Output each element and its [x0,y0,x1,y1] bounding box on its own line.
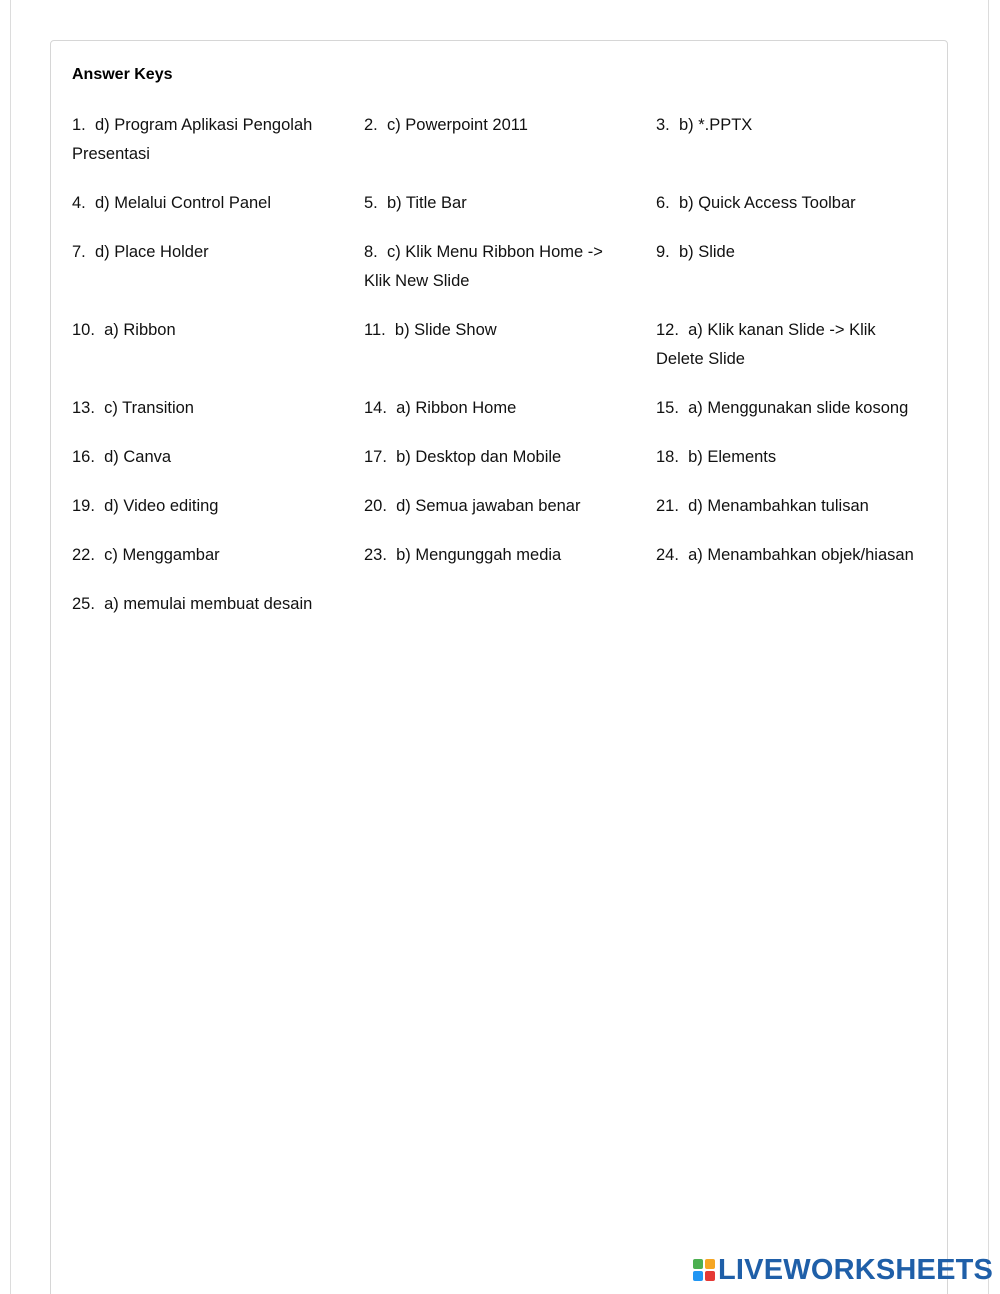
answer-item-1 [72,111,327,169]
answer-number: 16. [72,448,95,466]
logo-square-orange [705,1259,715,1269]
answer-text: c) Powerpoint 2011 [386,116,528,134]
page-border-left [10,0,11,1294]
answer-item-5 [364,189,634,218]
answer-item-12 [656,316,896,374]
answer-number: 4. [72,194,86,212]
answer-text: d) Menambahkan tulisan [688,497,869,515]
answer-item-22 [72,541,342,570]
answer-text: a) Ribbon Home [396,399,517,417]
answer-text: a) memulai membuat desain [104,595,313,613]
answer-item-14 [364,394,634,423]
answer-item-15 [656,394,941,423]
answer-text: a) Ribbon [104,321,176,339]
answer-item-8 [364,238,614,296]
page-border-right [988,0,989,1294]
answer-text: d) Canva [104,448,172,466]
answer-item-23 [364,541,634,570]
answer-number: 13. [72,399,95,417]
answer-item-17 [364,443,634,472]
answer-text: a) Menggunakan slide kosong [688,399,909,417]
answer-keys-title: Answer Keys [72,66,173,83]
answer-number: 24. [656,546,679,564]
answer-text: b) Slide Show [394,321,497,339]
answer-number: 21. [656,497,679,515]
answer-item-3 [656,111,926,140]
answer-item-21 [656,492,926,521]
answer-number: 9. [656,243,670,261]
answer-number: 22. [72,546,95,564]
answer-text: b) Slide [678,243,735,261]
answer-text: a) Menambahkan objek/hiasan [688,546,914,564]
logo-square-green [693,1259,703,1269]
liveworksheets-wordmark: LIVEWORKSHEETS [718,1253,994,1286]
answer-item-10 [72,316,342,345]
answer-item-20 [364,492,634,521]
answer-number: 18. [656,448,679,466]
answer-text: d) Semua jawaban benar [396,497,581,515]
answer-item-4 [72,189,342,218]
answer-item-16 [72,443,342,472]
answer-number: 17. [364,448,387,466]
answer-text: b) *.PPTX [678,116,753,134]
answer-text: b) Elements [688,448,777,466]
answer-number: 6. [656,194,670,212]
answer-number: 25. [72,595,95,613]
answer-text: b) Desktop dan Mobile [396,448,562,466]
answer-number: 1. [72,116,86,134]
answer-number: 7. [72,243,86,261]
answer-text: b) Mengunggah media [396,546,562,564]
answer-item-11 [364,316,634,345]
answer-item-25 [72,590,342,619]
liveworksheets-logo [693,1255,993,1285]
answer-item-13 [72,394,342,423]
answer-keys-card [50,40,948,1294]
answer-item-9 [656,238,926,267]
answer-item-6 [656,189,926,218]
answer-number: 12. [656,321,679,339]
answer-text: d) Melalui Control Panel [94,194,272,212]
answer-text: a) Klik kanan Slide -> Klik Delete Slide [656,321,876,368]
answer-number: 10. [72,321,95,339]
answer-number: 15. [656,399,679,417]
answer-item-7 [72,238,342,267]
logo-square-blue [693,1271,703,1281]
answer-text: d) Place Holder [94,243,209,261]
logo-square-red [705,1271,715,1281]
answer-number: 3. [656,116,670,134]
answer-text: b) Title Bar [386,194,467,212]
answer-text: d) Video editing [104,497,219,515]
answer-number: 8. [364,243,378,261]
answer-number: 23. [364,546,387,564]
answer-item-2 [364,111,634,140]
answer-item-19 [72,492,342,521]
answer-number: 19. [72,497,95,515]
answer-item-18 [656,443,926,472]
liveworksheets-logo-icon [693,1259,715,1281]
answer-text: c) Menggambar [104,546,220,564]
answer-text: b) Quick Access Toolbar [678,194,856,212]
answer-number: 11. [364,321,386,339]
answer-number: 14. [364,399,387,417]
answer-text: c) Transition [104,399,194,417]
answer-number: 5. [364,194,378,212]
answer-text: d) Program Aplikasi Pengolah Presentasi [72,116,313,163]
answer-item-24 [656,541,941,570]
answer-text: c) Klik Menu Ribbon Home -> Klik New Slide [364,243,603,290]
answer-number: 20. [364,497,387,515]
answer-number: 2. [364,116,378,134]
